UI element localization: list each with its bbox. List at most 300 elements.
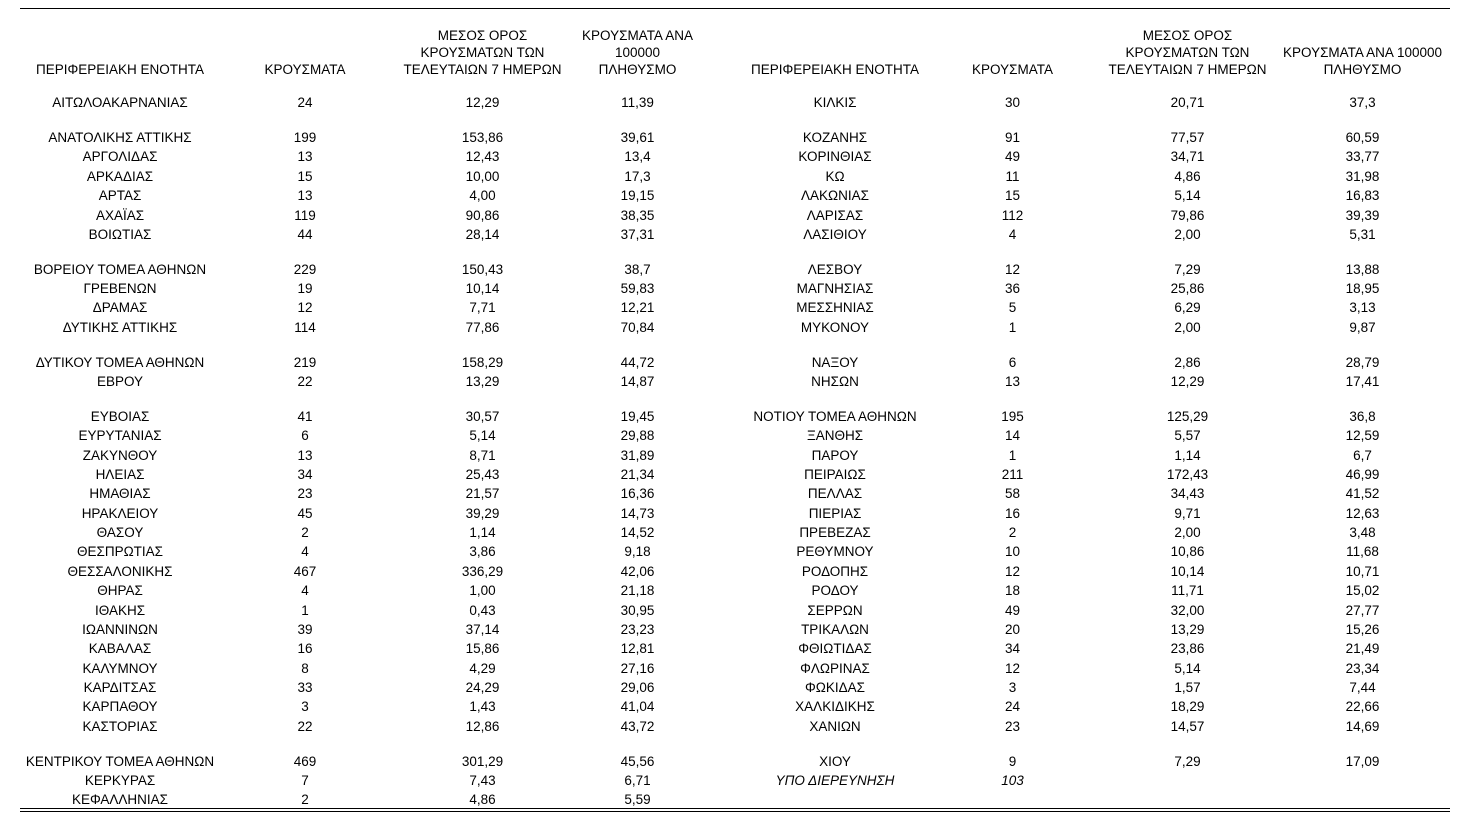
cases-value: 41 (297, 409, 313, 424)
region-name: ΑΡΓΟΛΙΔΑΣ (82, 149, 158, 164)
cases-value: 6 (301, 428, 309, 443)
table-row-right (0, 206, 1465, 225)
cases-value: 103 (1001, 773, 1024, 788)
per100k-value: 17,41 (1345, 374, 1380, 389)
per100k-value: 59,83 (620, 281, 655, 296)
cases-value: 199 (293, 130, 317, 145)
cases-value: 2 (301, 792, 309, 807)
cases-value: 2 (301, 525, 309, 540)
per100k-value: 38,35 (620, 208, 655, 223)
cases-value: 13 (297, 149, 313, 164)
table-row-right (0, 318, 1465, 337)
region-name: ΜΑΓΝΗΣΙΑΣ (796, 281, 874, 296)
header-per100k-right: ΚΡΟΥΣΜΑΤΑ ΑΝΑ 100000 ΠΛΗΘΥΣΜΟ (1283, 45, 1442, 77)
avg7-value: 336,29 (461, 564, 504, 579)
cases-value: 15 (1004, 188, 1021, 203)
cases-value: 3 (301, 699, 309, 714)
region-name: ΑΡΤΑΣ (98, 188, 142, 203)
region-name: ΦΛΩΡΙΝΑΣ (800, 661, 870, 676)
per100k-value: 19,15 (620, 188, 655, 203)
cases-value: 34 (297, 467, 313, 482)
header-region-right: ΠΕΡΙΦΕΡΕΙΑΚΗ ΕΝΟΤΗΤΑ (750, 62, 920, 77)
avg7-value: 5,57 (1174, 428, 1201, 443)
region-name: ΡΟΔΟΥ (811, 583, 859, 598)
cases-value: 6 (1008, 355, 1017, 370)
per100k-value: 23,34 (1345, 661, 1380, 676)
region-name: ΚΑΣΤΟΡΙΑΣ (82, 719, 158, 734)
table-row-right (0, 407, 1465, 426)
avg7-value: 172,43 (1166, 467, 1209, 482)
region-name: ΘΕΣΠΡΩΤΙΑΣ (76, 544, 164, 559)
cases-value: 91 (1004, 130, 1021, 145)
region-name: ΛΕΣΒΟΥ (807, 262, 863, 277)
header-avg7-left: ΜΕΣΟΣ ΟΡΟΣ ΚΡΟΥΣΜΑΤΩΝ ΤΩΝ ΤΕΛΕΥΤΑΙΩΝ 7 ΗΜΕΡΩΝ (403, 28, 562, 77)
avg7-value: 79,86 (1170, 208, 1205, 223)
table-row-right (0, 147, 1465, 166)
region-name: ΚΟΖΑΝΗΣ (802, 130, 868, 145)
per100k-value: 5,31 (1349, 227, 1376, 242)
avg7-value: 1,14 (1174, 448, 1201, 463)
per100k-value: 3,13 (1349, 300, 1376, 315)
region-name: ΣΕΡΡΩΝ (807, 603, 863, 618)
per100k-value: 16,36 (620, 486, 655, 501)
avg7-value: 34,43 (1170, 486, 1205, 501)
cases-value: 30 (1004, 95, 1021, 110)
cases-value: 20 (1004, 622, 1021, 637)
cases-value: 112 (1001, 208, 1024, 223)
avg7-value: 28,14 (465, 227, 500, 242)
per100k-value: 41,04 (620, 699, 655, 714)
cases-value: 24 (1004, 699, 1021, 714)
region-name: ΧΑΝΙΩΝ (809, 719, 861, 734)
cases-value: 13 (1004, 374, 1021, 389)
region-name: ΛΑΣΙΘΙΟΥ (803, 227, 867, 242)
region-name: ΕΒΡΟΥ (96, 374, 144, 389)
region-name: ΗΛΕΙΑΣ (95, 467, 145, 482)
per100k-value: 37,31 (620, 227, 655, 242)
region-name: ΔΥΤΙΚΟΥ ΤΟΜΕΑ ΑΘΗΝΩΝ (35, 355, 205, 370)
table-row-right (0, 260, 1465, 279)
cases-value: 1 (301, 603, 309, 618)
per100k-value: 12,59 (1345, 428, 1380, 443)
table-row-right (0, 426, 1465, 445)
region-name: ΕΥΡΥΤΑΝΙΑΣ (78, 428, 162, 443)
header-cases-left: ΚΡΟΥΣΜΑΤΑ (264, 62, 346, 77)
avg7-value: 12,29 (465, 95, 500, 110)
avg7-value: 25,86 (1170, 281, 1205, 296)
table-top-rule (20, 8, 1450, 9)
avg7-value: 18,29 (1170, 699, 1205, 714)
per100k-value: 14,69 (1345, 719, 1380, 734)
cases-value: 4 (301, 583, 309, 598)
avg7-value: 125,29 (1166, 409, 1209, 424)
avg7-value: 4,86 (469, 792, 496, 807)
table-row-right (0, 279, 1465, 298)
cases-value: 49 (1004, 603, 1021, 618)
cases-value: 211 (1001, 467, 1024, 482)
region-name: ΗΡΑΚΛΕΙΟΥ (81, 506, 159, 521)
per100k-value: 6,71 (624, 773, 651, 788)
region-name: ΛΑΚΩΝΙΑΣ (801, 188, 869, 203)
table-row-right (0, 298, 1465, 317)
table-bottom-rule (20, 808, 1450, 809)
cases-value: 7 (301, 773, 309, 788)
per100k-value: 28,79 (1345, 355, 1380, 370)
region-name: ΒΟΙΩΤΙΑΣ (88, 227, 152, 242)
avg7-value: 10,14 (1170, 564, 1205, 579)
per100k-value: 12,21 (620, 300, 655, 315)
avg7-value: 20,71 (1170, 95, 1205, 110)
avg7-value: 0,43 (469, 603, 496, 618)
cases-value: 36 (1004, 281, 1021, 296)
table-row-right (0, 678, 1465, 697)
region-name: ΡΟΔΟΠΗΣ (801, 564, 869, 579)
per100k-value: 15,02 (1345, 583, 1380, 598)
avg7-value: 34,71 (1170, 149, 1205, 164)
per100k-value: 12,63 (1345, 506, 1380, 521)
per100k-value: 37,3 (1349, 95, 1376, 110)
per100k-value: 19,45 (620, 409, 655, 424)
region-name: ΚΙΛΚΙΣ (813, 95, 857, 110)
per100k-value: 38,7 (624, 262, 651, 277)
avg7-value: 153,86 (461, 130, 504, 145)
region-name: ΤΡΙΚΑΛΩΝ (801, 622, 869, 637)
region-name: ΕΥΒΟΙΑΣ (90, 409, 150, 424)
avg7-value: 301,29 (461, 754, 504, 769)
per100k-value: 17,09 (1345, 754, 1380, 769)
region-name: ΝΑΞΟΥ (811, 355, 859, 370)
avg7-value: 37,14 (465, 622, 500, 637)
per100k-value: 41,52 (1345, 486, 1380, 501)
avg7-value: 2,00 (1174, 525, 1201, 540)
cases-value: 16 (1004, 506, 1021, 521)
avg7-value: 8,71 (469, 448, 496, 463)
avg7-value: 10,14 (465, 281, 500, 296)
avg7-value: 1,14 (469, 525, 496, 540)
cases-value: 33 (297, 680, 313, 695)
avg7-value: 5,14 (1174, 188, 1201, 203)
region-name: ΔΡΑΜΑΣ (92, 300, 148, 315)
region-name: ΚΩ (825, 169, 845, 184)
cases-value: 8 (301, 661, 309, 676)
cases-value: 44 (297, 227, 313, 242)
avg7-value: 7,29 (1174, 262, 1201, 277)
table-row-right (0, 639, 1465, 658)
per100k-value: 23,23 (620, 622, 655, 637)
region-name: ΔΥΤΙΚΗΣ ΑΤΤΙΚΗΣ (62, 320, 178, 335)
per100k-value: 13,88 (1345, 262, 1380, 277)
table-row-right (0, 752, 1465, 771)
per100k-value: 36,8 (1349, 409, 1376, 424)
region-name: ΚΟΡΙΝΘΙΑΣ (798, 149, 872, 164)
region-name: ΠΙΕΡΙΑΣ (808, 506, 862, 521)
per100k-value: 27,16 (620, 661, 655, 676)
cases-value: 467 (293, 564, 317, 579)
avg7-value: 1,43 (469, 699, 496, 714)
avg7-value: 24,29 (465, 680, 500, 695)
per100k-value: 18,95 (1345, 281, 1380, 296)
per100k-value: 29,88 (620, 428, 655, 443)
region-name: ΗΜΑΘΙΑΣ (89, 486, 151, 501)
per100k-value: 22,66 (1345, 699, 1380, 714)
per100k-value: 6,7 (1353, 448, 1372, 463)
table-row-right (0, 771, 1465, 790)
per100k-value: 5,59 (624, 792, 651, 807)
per100k-value: 21,18 (620, 583, 655, 598)
region-name: ΦΘΙΩΤΙΔΑΣ (798, 641, 872, 656)
per100k-value: 11,68 (1346, 544, 1379, 559)
per100k-value: 60,59 (1345, 130, 1380, 145)
table-row-right (0, 620, 1465, 639)
region-name: ΖΑΚΥΝΘΟΥ (82, 448, 158, 463)
avg7-value: 9,71 (1174, 506, 1201, 521)
cases-value: 12 (297, 300, 313, 315)
avg7-value: 10,86 (1170, 544, 1205, 559)
cases-value: 22 (297, 719, 313, 734)
avg7-value: 4,00 (469, 188, 496, 203)
avg7-value: 15,86 (465, 641, 500, 656)
table-bottom-rule-double (20, 811, 1450, 812)
avg7-value: 13,29 (1170, 622, 1205, 637)
table-row-right (0, 484, 1465, 503)
avg7-value: 1,00 (469, 583, 496, 598)
per100k-value: 14,52 (620, 525, 655, 540)
table-row-right (0, 523, 1465, 542)
table-row-right (0, 697, 1465, 716)
cases-value: 1 (1008, 320, 1017, 335)
cases-value: 18 (1004, 583, 1021, 598)
avg7-value: 12,43 (465, 149, 500, 164)
table-row-right (0, 717, 1465, 736)
per100k-value: 33,77 (1345, 149, 1380, 164)
cases-value: 49 (1004, 149, 1021, 164)
cases-value: 4 (301, 544, 309, 559)
table-row-right (0, 186, 1465, 205)
per100k-value: 29,06 (620, 680, 655, 695)
cases-value: 34 (1004, 641, 1021, 656)
cases-value: 12 (1004, 564, 1021, 579)
cases-value: 14 (1004, 428, 1021, 443)
cases-value: 16 (297, 641, 313, 656)
cases-value: 469 (293, 754, 317, 769)
avg7-value: 4,29 (469, 661, 496, 676)
avg7-value: 23,86 (1170, 641, 1205, 656)
region-name: ΑΡΚΑΔΙΑΣ (86, 169, 154, 184)
table-row-right (0, 93, 1465, 112)
table-row-right (0, 562, 1465, 581)
per100k-value: 31,98 (1345, 169, 1380, 184)
per100k-value: 13,4 (624, 149, 651, 164)
cases-value: 24 (297, 95, 313, 110)
cases-value: 12 (1004, 262, 1021, 277)
table-row-right (0, 581, 1465, 600)
avg7-value: 6,29 (1174, 300, 1201, 315)
region-name: ΥΠΟ ΔΙΕΡΕΥΝΗΣΗ (775, 773, 895, 788)
per100k-value: 15,26 (1345, 622, 1380, 637)
cases-value: 1 (1008, 448, 1017, 463)
region-name: ΑΙΤΩΛΟΑΚΑΡΝΑΝΙΑΣ (52, 95, 188, 110)
cases-value: 3 (1008, 680, 1017, 695)
avg7-value: 2,00 (1174, 227, 1201, 242)
table-row-right (0, 446, 1465, 465)
avg7-value: 7,43 (469, 773, 496, 788)
region-name: ΝΟΤΙΟΥ ΤΟΜΕΑ ΑΘΗΝΩΝ (753, 409, 917, 424)
per100k-value: 39,39 (1345, 208, 1380, 223)
header-cases-right: ΚΡΟΥΣΜΑΤΑ (972, 62, 1053, 77)
cases-value: 23 (1004, 719, 1021, 734)
region-name: ΠΡΕΒΕΖΑΣ (799, 525, 871, 540)
cases-value: 229 (293, 262, 317, 277)
region-name: ΘΕΣΣΑΛΟΝΙΚΗΣ (67, 564, 173, 579)
cases-value: 13 (297, 188, 313, 203)
region-name: ΠΕΙΡΑΙΩΣ (804, 467, 866, 482)
avg7-value: 3,86 (469, 544, 496, 559)
avg7-value: 30,57 (465, 409, 500, 424)
cases-value: 23 (297, 486, 313, 501)
cases-value: 19 (297, 281, 313, 296)
region-name: ΜΕΣΣΗΝΙΑΣ (796, 300, 874, 315)
cases-value: 5 (1008, 300, 1017, 315)
cases-value: 22 (297, 374, 313, 389)
region-name: ΦΩΚΙΔΑΣ (805, 680, 865, 695)
cases-value: 114 (294, 320, 316, 335)
table-row-right (0, 128, 1465, 147)
avg7-value: 39,29 (465, 506, 500, 521)
cases-value: 219 (293, 355, 317, 370)
avg7-value: 10,00 (465, 169, 500, 184)
avg7-value: 25,43 (465, 467, 500, 482)
table-row-right (0, 659, 1465, 678)
avg7-value: 4,86 (1174, 169, 1201, 184)
avg7-value: 13,29 (465, 374, 500, 389)
per100k-value: 3,48 (1349, 525, 1376, 540)
avg7-value: 12,86 (465, 719, 500, 734)
per100k-value: 7,44 (1349, 680, 1376, 695)
avg7-value: 77,86 (465, 320, 500, 335)
avg7-value: 14,57 (1170, 719, 1205, 734)
per100k-value: 10,71 (1345, 564, 1380, 579)
table-row-right (0, 465, 1465, 484)
avg7-value: 12,29 (1170, 374, 1205, 389)
per100k-value: 42,06 (620, 564, 655, 579)
region-name: ΚΑΡΔΙΤΣΑΣ (83, 680, 157, 695)
cases-value: 15 (297, 169, 313, 184)
avg7-value: 21,57 (465, 486, 500, 501)
table-row-right (0, 542, 1465, 561)
per100k-value: 45,56 (620, 754, 655, 769)
header-per100k-left: ΚΡΟΥΣΜΑΤΑ ΑΝΑ 100000 ΠΛΗΘΥΣΜΟ (582, 28, 693, 77)
per100k-value: 12,81 (620, 641, 655, 656)
region-name: ΚΕΝΤΡΙΚΟΥ ΤΟΜΕΑ ΑΘΗΝΩΝ (25, 754, 215, 769)
region-name: ΚΕΡΚΥΡΑΣ (84, 773, 156, 788)
per100k-value: 9,18 (624, 544, 651, 559)
table-row-left (0, 790, 1465, 809)
region-name: ΧΙΟΥ (819, 754, 851, 769)
avg7-value: 150,43 (461, 262, 504, 277)
per100k-value: 30,95 (620, 603, 655, 618)
cases-value: 58 (1004, 486, 1021, 501)
per100k-value: 17,3 (624, 169, 651, 184)
cases-value: 45 (297, 506, 313, 521)
region-name: ΠΕΛΛΑΣ (807, 486, 863, 501)
per100k-value: 11,39 (621, 95, 654, 110)
cases-value: 39 (297, 622, 313, 637)
per100k-value: 27,77 (1345, 603, 1380, 618)
avg7-value: 90,86 (465, 208, 500, 223)
table-row-right (0, 167, 1465, 186)
region-name: ΑΝΑΤΟΛΙΚΗΣ ΑΤΤΙΚΗΣ (48, 130, 192, 145)
region-name: ΓΡΕΒΕΝΩΝ (83, 281, 157, 296)
table-row-right (0, 601, 1465, 620)
header-region-left: ΠΕΡΙΦΕΡΕΙΑΚΗ ΕΝΟΤΗΤΑ (35, 62, 205, 77)
avg7-value: 5,14 (469, 428, 496, 443)
cases-value: 12 (1004, 661, 1021, 676)
region-name: ΚΑΛΥΜΝΟΥ (82, 661, 158, 676)
per100k-value: 44,72 (620, 355, 655, 370)
region-name: ΚΑΡΠΑΘΟΥ (82, 699, 158, 714)
cases-value: 11 (1005, 169, 1020, 184)
avg7-value: 7,29 (1174, 754, 1201, 769)
avg7-value: 2,86 (1174, 355, 1201, 370)
cases-value: 4 (1008, 227, 1017, 242)
per100k-value: 43,72 (620, 719, 655, 734)
per100k-value: 70,84 (620, 320, 655, 335)
per100k-value: 39,61 (620, 130, 655, 145)
cases-value: 10 (1004, 544, 1021, 559)
table-row-right (0, 504, 1465, 523)
per100k-value: 9,87 (1349, 320, 1376, 335)
table-row-right (0, 225, 1465, 244)
region-name: ΠΑΡΟΥ (811, 448, 859, 463)
per100k-value: 46,99 (1345, 467, 1380, 482)
region-name: ΚΕΦΑΛΛΗΝΙΑΣ (71, 792, 169, 807)
table-row-right (0, 353, 1465, 372)
cases-value: 13 (297, 448, 313, 463)
avg7-value: 7,71 (469, 300, 496, 315)
region-name: ΑΧΑΪΑΣ (95, 208, 145, 223)
region-name: ΝΗΣΩΝ (811, 374, 859, 389)
region-name: ΙΘΑΚΗΣ (94, 603, 146, 618)
avg7-value: 77,57 (1170, 130, 1205, 145)
region-name: ΡΕΘΥΜΝΟΥ (796, 544, 874, 559)
region-name: ΚΑΒΑΛΑΣ (88, 641, 152, 656)
per100k-value: 14,73 (620, 506, 655, 521)
cases-value: 2 (1008, 525, 1017, 540)
per100k-value: 21,34 (620, 467, 655, 482)
region-name: ΧΑΛΚΙΔΙΚΗΣ (795, 699, 875, 714)
per100k-value: 21,49 (1345, 641, 1380, 656)
region-name: ΛΑΡΙΣΑΣ (806, 208, 864, 223)
avg7-value: 1,57 (1174, 680, 1201, 695)
avg7-value: 2,00 (1174, 320, 1201, 335)
cases-value: 9 (1008, 754, 1017, 769)
region-name: ΞΑΝΘΗΣ (806, 428, 864, 443)
header-avg7-right: ΜΕΣΟΣ ΟΡΟΣ ΚΡΟΥΣΜΑΤΩΝ ΤΩΝ ΤΕΛΕΥΤΑΙΩΝ 7 ΗΜΕΡΩΝ (1108, 28, 1267, 77)
per100k-value: 31,89 (620, 448, 655, 463)
cases-value: 119 (294, 208, 316, 223)
avg7-value: 5,14 (1174, 661, 1201, 676)
region-name: ΙΩΑΝΝΙΝΩΝ (82, 622, 158, 637)
region-name: ΘΗΡΑΣ (97, 583, 143, 598)
region-name: ΘΑΣΟΥ (96, 525, 144, 540)
avg7-value: 158,29 (461, 355, 504, 370)
per100k-value: 16,83 (1345, 188, 1380, 203)
table-row-right (0, 372, 1465, 391)
region-name: ΒΟΡΕΙΟΥ ΤΟΜΕΑ ΑΘΗΝΩΝ (33, 262, 207, 277)
region-name: ΜΥΚΟΝΟΥ (800, 320, 870, 335)
cases-value: 195 (1001, 409, 1024, 424)
avg7-value: 32,00 (1170, 603, 1205, 618)
